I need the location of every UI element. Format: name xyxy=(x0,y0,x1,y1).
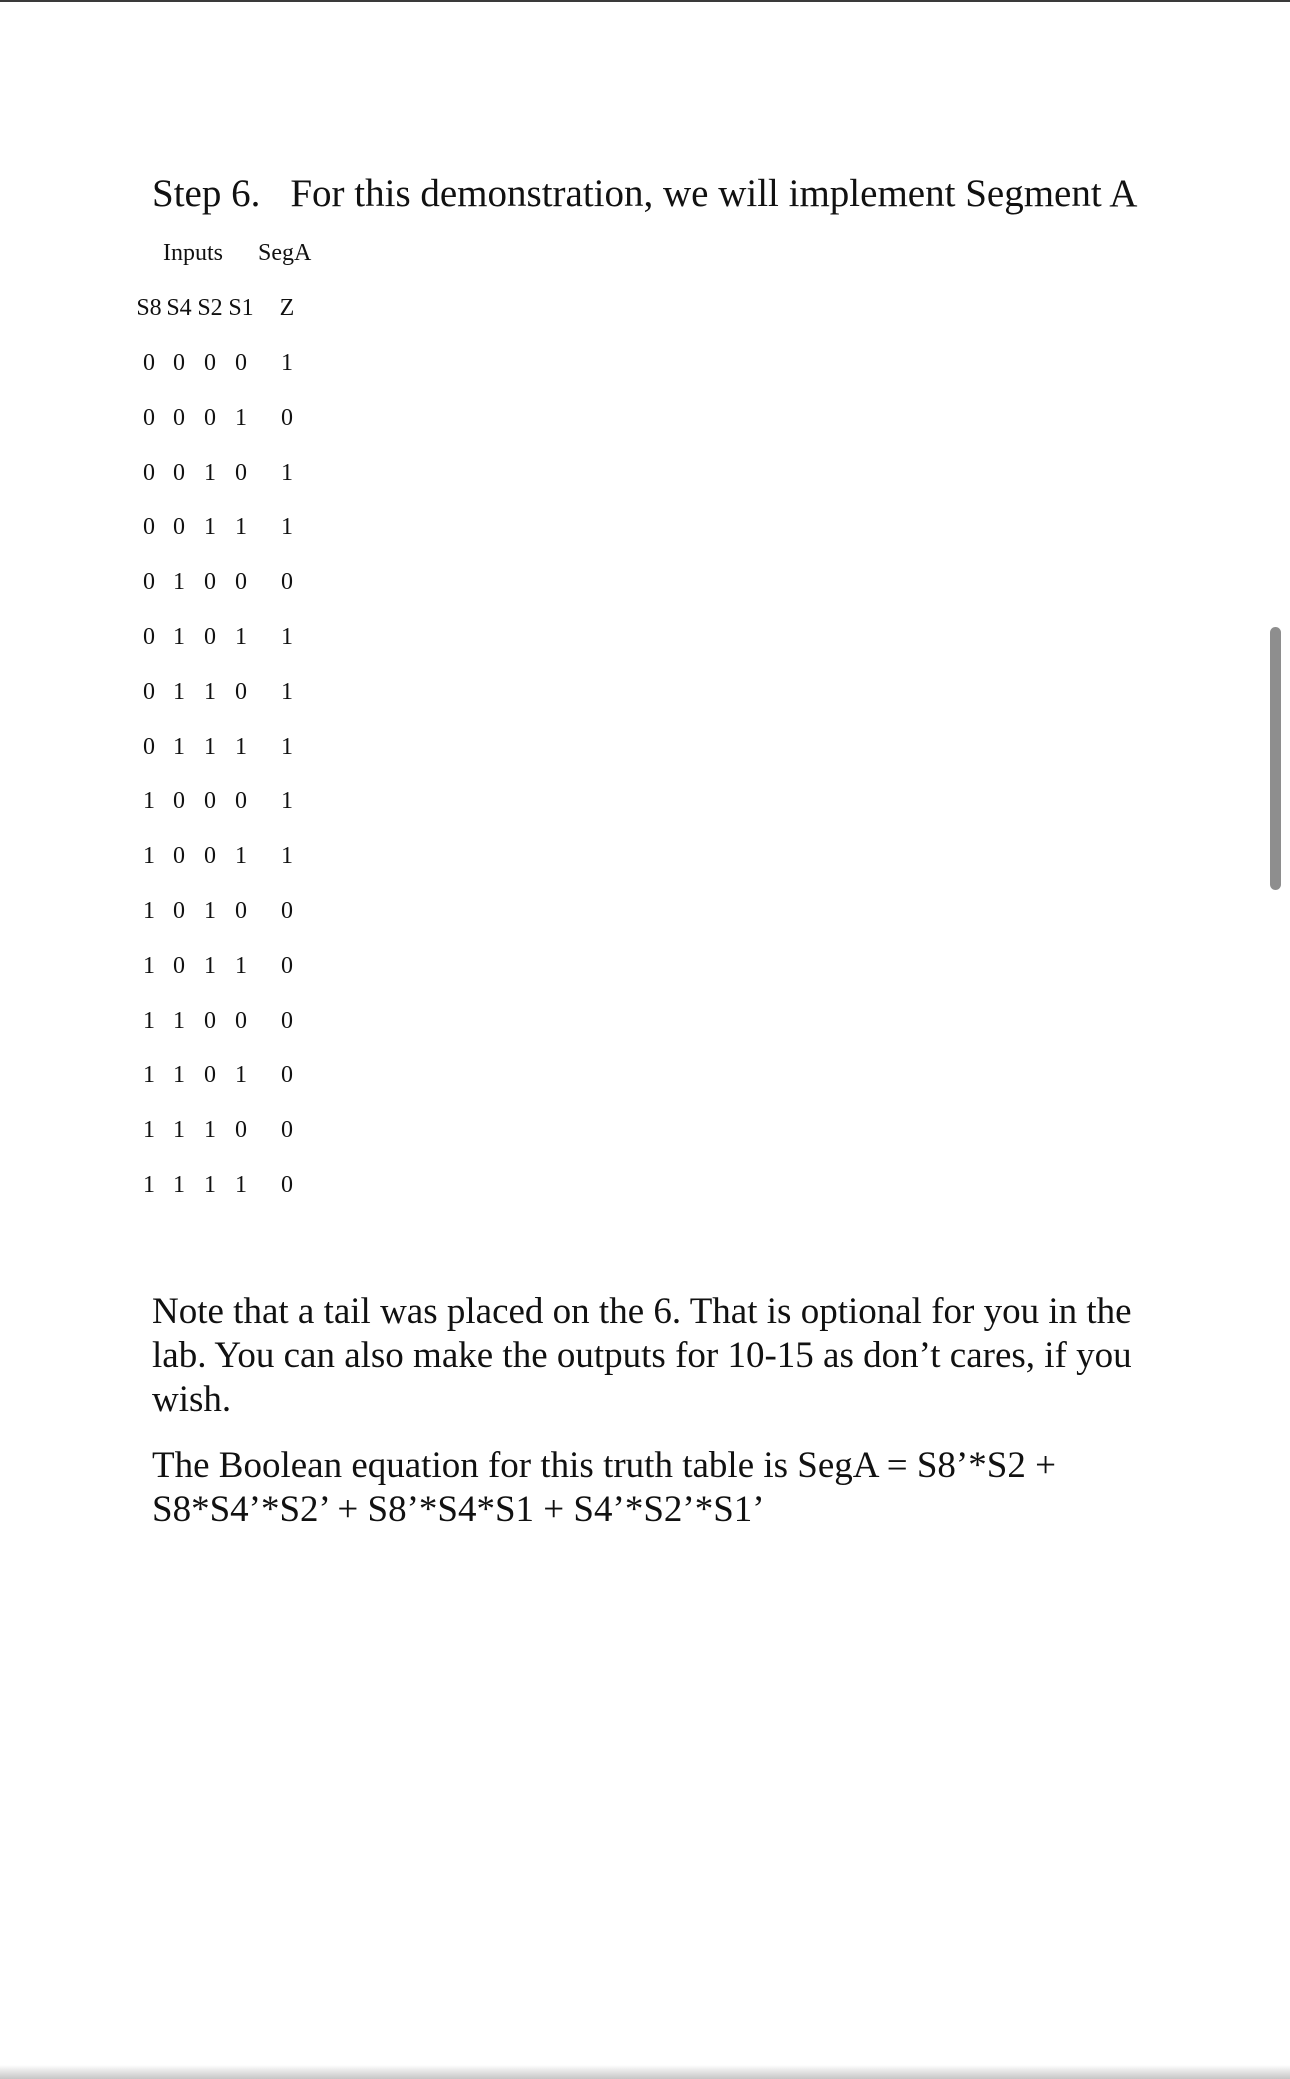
cell-s8: 0 xyxy=(143,460,155,486)
cell-z: 1 xyxy=(281,843,293,869)
inputs-group-header: Inputs xyxy=(163,240,223,266)
cell-z: 1 xyxy=(281,679,293,705)
cell-z: 1 xyxy=(281,734,293,760)
cell-z: 1 xyxy=(281,350,293,376)
cell-s8: 0 xyxy=(143,569,155,595)
cell-s2: 0 xyxy=(204,405,216,431)
cell-s2: 0 xyxy=(204,843,216,869)
cell-z: 1 xyxy=(281,624,293,650)
column-header-z: Z xyxy=(279,295,295,321)
cell-s1: 1 xyxy=(235,405,247,431)
boolean-equation-paragraph: The Boolean equation for this truth table is SegA = S8’*S2 + S8*S4’*S2’ + S8’*S4*S1 + S4’*S2’*S1’ xyxy=(152,1445,1056,1530)
cell-s4: 1 xyxy=(173,1008,185,1034)
cell-s2: 1 xyxy=(204,1172,216,1198)
cell-z: 0 xyxy=(281,1117,293,1143)
column-header-s4: S4 xyxy=(166,295,192,321)
cell-z: 0 xyxy=(281,1172,293,1198)
cell-s8: 1 xyxy=(143,953,155,979)
cell-s4: 1 xyxy=(173,1062,185,1088)
cell-s8: 1 xyxy=(143,1008,155,1034)
cell-s1: 1 xyxy=(235,734,247,760)
cell-z: 0 xyxy=(281,953,293,979)
cell-s4: 0 xyxy=(173,460,185,486)
cell-s4: 1 xyxy=(173,1117,185,1143)
cell-s1: 1 xyxy=(235,514,247,540)
top-border xyxy=(0,0,1290,2)
cell-s2: 1 xyxy=(204,460,216,486)
cell-s4: 0 xyxy=(173,788,185,814)
cell-s2: 1 xyxy=(204,1117,216,1143)
cell-s1: 0 xyxy=(235,569,247,595)
cell-s2: 0 xyxy=(204,350,216,376)
cell-s1: 1 xyxy=(235,843,247,869)
cell-s4: 1 xyxy=(173,569,185,595)
cell-s2: 0 xyxy=(204,788,216,814)
cell-s8: 1 xyxy=(143,843,155,869)
cell-s1: 1 xyxy=(235,953,247,979)
cell-s1: 0 xyxy=(235,1008,247,1034)
cell-s1: 0 xyxy=(235,1117,247,1143)
cell-s8: 0 xyxy=(143,734,155,760)
cell-s1: 0 xyxy=(235,788,247,814)
cell-s1: 0 xyxy=(235,350,247,376)
cell-s1: 0 xyxy=(235,679,247,705)
cell-s4: 0 xyxy=(173,514,185,540)
vertical-scrollbar-thumb[interactable] xyxy=(1270,627,1281,890)
cell-s4: 1 xyxy=(173,734,185,760)
column-header-s2: S2 xyxy=(197,295,223,321)
cell-s4: 0 xyxy=(173,953,185,979)
cell-s2: 0 xyxy=(204,1062,216,1088)
cell-s2: 0 xyxy=(204,569,216,595)
cell-z: 0 xyxy=(281,1008,293,1034)
cell-s2: 1 xyxy=(204,679,216,705)
note-paragraph: Note that a tail was placed on the 6. That is optional for you in the lab. You can also make the outputs for 10-15 as don’t cares, if you wish. xyxy=(152,1291,1132,1420)
cell-z: 0 xyxy=(281,898,293,924)
cell-s4: 0 xyxy=(173,405,185,431)
cell-s2: 1 xyxy=(204,734,216,760)
cell-s4: 0 xyxy=(173,843,185,869)
cell-s1: 1 xyxy=(235,1172,247,1198)
step-number: Step 6. xyxy=(152,172,261,215)
step-heading xyxy=(152,168,1137,220)
cell-s2: 0 xyxy=(204,624,216,650)
cell-s8: 1 xyxy=(143,1062,155,1088)
cell-s8: 1 xyxy=(143,898,155,924)
output-group-header: SegA xyxy=(258,240,312,266)
cell-z: 1 xyxy=(281,788,293,814)
cell-s8: 0 xyxy=(143,514,155,540)
cell-s4: 1 xyxy=(173,679,185,705)
cell-s4: 1 xyxy=(173,624,185,650)
cell-s8: 0 xyxy=(143,624,155,650)
cell-z: 0 xyxy=(281,569,293,595)
column-header-s8: S8 xyxy=(136,295,162,321)
cell-s4: 1 xyxy=(173,1172,185,1198)
cell-s8: 1 xyxy=(143,1172,155,1198)
cell-s2: 0 xyxy=(204,1008,216,1034)
cell-s8: 0 xyxy=(143,405,155,431)
cell-s2: 1 xyxy=(204,898,216,924)
cell-s8: 0 xyxy=(143,350,155,376)
bottom-edge-shadow xyxy=(0,2065,1290,2079)
cell-s8: 1 xyxy=(143,1117,155,1143)
cell-z: 1 xyxy=(281,460,293,486)
cell-s2: 1 xyxy=(204,953,216,979)
cell-s1: 0 xyxy=(235,898,247,924)
cell-z: 0 xyxy=(281,1062,293,1088)
cell-s4: 0 xyxy=(173,898,185,924)
cell-s8: 0 xyxy=(143,679,155,705)
column-header-s1: S1 xyxy=(228,295,254,321)
cell-s2: 1 xyxy=(204,514,216,540)
step-title: For this demonstration, we will implement Segment A xyxy=(290,172,1138,215)
cell-z: 0 xyxy=(281,405,293,431)
cell-s8: 1 xyxy=(143,788,155,814)
cell-s1: 0 xyxy=(235,460,247,486)
cell-s1: 1 xyxy=(235,624,247,650)
cell-s4: 0 xyxy=(173,350,185,376)
cell-s1: 1 xyxy=(235,1062,247,1088)
cell-z: 1 xyxy=(281,514,293,540)
